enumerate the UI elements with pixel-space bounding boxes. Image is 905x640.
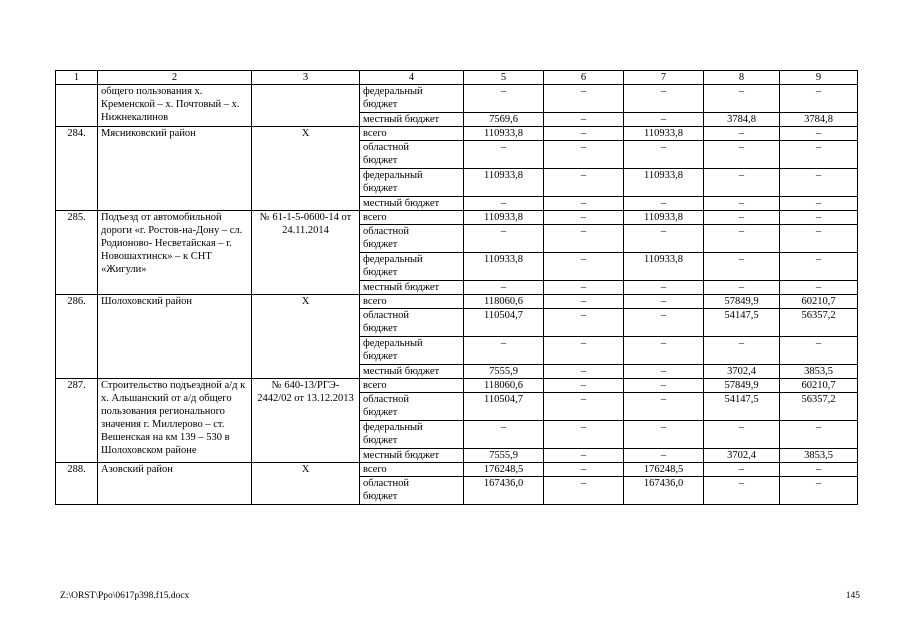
- object-name: Азовский район: [98, 463, 252, 505]
- document-ref: Х: [252, 295, 360, 379]
- value-cell: –: [704, 337, 780, 365]
- value-cell: –: [544, 197, 624, 211]
- funding-source: областной бюджет: [360, 309, 464, 337]
- value-cell: 56357,2: [780, 393, 858, 421]
- funding-source: федеральный бюджет: [360, 337, 464, 365]
- value-cell: 3784,8: [704, 113, 780, 127]
- row-number: 287.: [56, 379, 98, 463]
- funding-source: федеральный бюджет: [360, 253, 464, 281]
- budget-table: [55, 70, 858, 505]
- value-cell: –: [464, 85, 544, 113]
- value-cell: –: [704, 463, 780, 477]
- funding-source: федеральный бюджет: [360, 421, 464, 449]
- value-cell: –: [544, 449, 624, 463]
- table-row: [56, 379, 858, 393]
- value-cell: 60210,7: [780, 379, 858, 393]
- row-number: 288.: [56, 463, 98, 505]
- value-cell: –: [624, 309, 704, 337]
- row-number: 285.: [56, 211, 98, 295]
- value-cell: –: [624, 85, 704, 113]
- funding-source: местный бюджет: [360, 197, 464, 211]
- value-cell: –: [624, 337, 704, 365]
- value-cell: –: [704, 421, 780, 449]
- value-cell: –: [780, 169, 858, 197]
- column-header: 2: [98, 71, 252, 85]
- value-cell: 110933,8: [464, 211, 544, 225]
- value-cell: –: [704, 85, 780, 113]
- value-cell: –: [464, 421, 544, 449]
- funding-source: местный бюджет: [360, 281, 464, 295]
- table-row: [56, 85, 858, 113]
- value-cell: –: [464, 225, 544, 253]
- value-cell: 110504,7: [464, 309, 544, 337]
- value-cell: –: [624, 197, 704, 211]
- value-cell: –: [544, 281, 624, 295]
- document-ref: Х: [252, 463, 360, 505]
- value-cell: 110933,8: [464, 253, 544, 281]
- value-cell: –: [544, 295, 624, 309]
- object-name: Подъезд от автомобильной дороги «г. Ростов-на-Дону – сл. Родионово- Несветайская – г. Новошахтинск» – к СНТ «Жигули»: [98, 211, 252, 295]
- column-header: 6: [544, 71, 624, 85]
- value-cell: 3784,8: [780, 113, 858, 127]
- value-cell: 3853,5: [780, 449, 858, 463]
- object-name: Строительство подъездной а/д к х. Альшанский от а/д общего пользования регионального значения г. Миллерово – ст. Вешенская на км 139 – 530 в Шолоховском районе: [98, 379, 252, 463]
- funding-source: местный бюджет: [360, 449, 464, 463]
- row-number: 284.: [56, 127, 98, 211]
- value-cell: –: [624, 113, 704, 127]
- value-cell: –: [624, 365, 704, 379]
- value-cell: –: [780, 85, 858, 113]
- value-cell: –: [704, 253, 780, 281]
- value-cell: –: [544, 141, 624, 169]
- funding-source: областной бюджет: [360, 393, 464, 421]
- funding-source: федеральный бюджет: [360, 169, 464, 197]
- value-cell: –: [624, 393, 704, 421]
- value-cell: 3853,5: [780, 365, 858, 379]
- value-cell: –: [704, 281, 780, 295]
- value-cell: 110933,8: [464, 127, 544, 141]
- value-cell: 110933,8: [624, 169, 704, 197]
- value-cell: –: [544, 337, 624, 365]
- funding-source: федеральный бюджет: [360, 85, 464, 113]
- column-header: 8: [704, 71, 780, 85]
- value-cell: –: [544, 477, 624, 505]
- funding-source: местный бюджет: [360, 113, 464, 127]
- funding-source: всего: [360, 127, 464, 141]
- value-cell: –: [704, 477, 780, 505]
- funding-source: областной бюджет: [360, 225, 464, 253]
- document-ref: [252, 85, 360, 127]
- table-header-row: [56, 71, 858, 85]
- value-cell: –: [464, 141, 544, 169]
- funding-source: всего: [360, 379, 464, 393]
- value-cell: –: [780, 253, 858, 281]
- value-cell: –: [624, 281, 704, 295]
- value-cell: –: [624, 379, 704, 393]
- value-cell: –: [780, 421, 858, 449]
- table-row: [56, 295, 858, 309]
- value-cell: –: [624, 449, 704, 463]
- value-cell: –: [544, 211, 624, 225]
- value-cell: –: [544, 85, 624, 113]
- column-header: 9: [780, 71, 858, 85]
- column-header: 1: [56, 71, 98, 85]
- value-cell: –: [544, 309, 624, 337]
- value-cell: –: [704, 141, 780, 169]
- value-cell: –: [464, 197, 544, 211]
- value-cell: 118060,6: [464, 295, 544, 309]
- value-cell: –: [544, 379, 624, 393]
- value-cell: –: [544, 127, 624, 141]
- footer-page-number: 145: [845, 591, 860, 601]
- value-cell: –: [704, 197, 780, 211]
- value-cell: –: [780, 211, 858, 225]
- value-cell: 56357,2: [780, 309, 858, 337]
- funding-source: всего: [360, 211, 464, 225]
- value-cell: –: [704, 225, 780, 253]
- value-cell: –: [544, 393, 624, 421]
- document-ref: Х: [252, 127, 360, 211]
- value-cell: 7555,9: [464, 449, 544, 463]
- value-cell: –: [544, 365, 624, 379]
- value-cell: –: [704, 127, 780, 141]
- value-cell: 176248,5: [624, 463, 704, 477]
- value-cell: –: [544, 113, 624, 127]
- value-cell: –: [464, 337, 544, 365]
- funding-source: всего: [360, 295, 464, 309]
- value-cell: 54147,5: [704, 309, 780, 337]
- value-cell: 54147,5: [704, 393, 780, 421]
- funding-source: областной бюджет: [360, 141, 464, 169]
- value-cell: 3702,4: [704, 449, 780, 463]
- value-cell: 57849,9: [704, 295, 780, 309]
- column-header: 4: [360, 71, 464, 85]
- value-cell: 118060,6: [464, 379, 544, 393]
- value-cell: 60210,7: [780, 295, 858, 309]
- column-header: 7: [624, 71, 704, 85]
- value-cell: 110933,8: [464, 169, 544, 197]
- value-cell: –: [780, 225, 858, 253]
- row-number: 286.: [56, 295, 98, 379]
- funding-source: областной бюджет: [360, 477, 464, 505]
- funding-source: местный бюджет: [360, 365, 464, 379]
- funding-source: всего: [360, 463, 464, 477]
- table-row: [56, 463, 858, 477]
- table-row: [56, 211, 858, 225]
- value-cell: –: [624, 225, 704, 253]
- value-cell: 110933,8: [624, 211, 704, 225]
- value-cell: –: [544, 463, 624, 477]
- object-name: Шолоховский район: [98, 295, 252, 379]
- value-cell: –: [624, 141, 704, 169]
- value-cell: –: [704, 169, 780, 197]
- value-cell: –: [624, 421, 704, 449]
- value-cell: –: [780, 463, 858, 477]
- value-cell: 7569,6: [464, 113, 544, 127]
- value-cell: –: [544, 169, 624, 197]
- column-header: 5: [464, 71, 544, 85]
- value-cell: –: [780, 477, 858, 505]
- value-cell: –: [544, 253, 624, 281]
- value-cell: –: [780, 127, 858, 141]
- column-header: 3: [252, 71, 360, 85]
- value-cell: –: [704, 211, 780, 225]
- value-cell: 110933,8: [624, 253, 704, 281]
- value-cell: 3702,4: [704, 365, 780, 379]
- object-name: Мясниковский район: [98, 127, 252, 211]
- footer-file-path: Z:\ORST\Ppo\0617p398.f15.docx: [60, 591, 190, 601]
- value-cell: 167436,0: [464, 477, 544, 505]
- value-cell: –: [624, 295, 704, 309]
- value-cell: –: [780, 337, 858, 365]
- row-number: [56, 85, 98, 127]
- value-cell: 176248,5: [464, 463, 544, 477]
- value-cell: 167436,0: [624, 477, 704, 505]
- value-cell: –: [780, 197, 858, 211]
- value-cell: –: [544, 421, 624, 449]
- value-cell: 57849,9: [704, 379, 780, 393]
- value-cell: –: [780, 281, 858, 295]
- value-cell: –: [780, 141, 858, 169]
- value-cell: –: [544, 225, 624, 253]
- document-ref: № 640-13/РГЭ- 2442/02 от 13.12.2013: [252, 379, 360, 463]
- value-cell: 110504,7: [464, 393, 544, 421]
- document-ref: № 61-1-5-0600-14 от 24.11.2014: [252, 211, 360, 295]
- value-cell: –: [464, 281, 544, 295]
- object-name: общего пользования х. Кременской – х. Почтовый – х. Нижнекалинов: [98, 85, 252, 127]
- value-cell: 7555,9: [464, 365, 544, 379]
- value-cell: 110933,8: [624, 127, 704, 141]
- table-row: [56, 127, 858, 141]
